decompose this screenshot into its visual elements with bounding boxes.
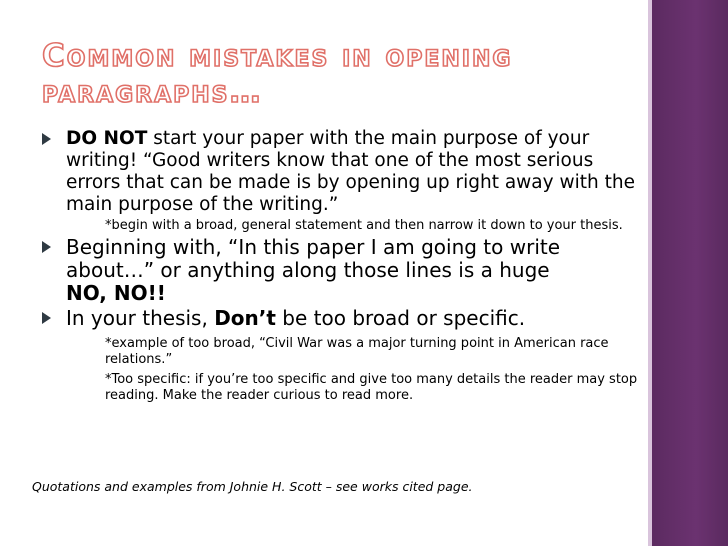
bullet-text: Beginning with, “In this paper I am going to write about…” or anything along those lines is a huge bbox=[66, 235, 561, 282]
bullet-emphasis: Don’t bbox=[214, 306, 276, 330]
bullet-item bbox=[42, 236, 642, 305]
bullet-item bbox=[42, 128, 642, 216]
bullet-item bbox=[42, 307, 642, 330]
bullet-emphasis: DO NOT bbox=[66, 128, 148, 149]
bullet-arrow-icon bbox=[42, 312, 51, 324]
citation-footer: Quotations and examples from Johnie H. Scott – see works cited page. bbox=[32, 479, 473, 494]
bullet-text: be too broad or specific. bbox=[275, 306, 526, 330]
title-line-1: Common mistakes in opening bbox=[42, 38, 513, 74]
slide-title bbox=[42, 38, 642, 110]
sub-note: *example of too broad, “Civil War was a major turning point in American race relations.” bbox=[105, 336, 609, 367]
bullet-text: start your paper with the main purpose of your writing! “Good writers know that one of the most serious errors that can be made is by opening up right away with the main purpose of the writing.” bbox=[66, 128, 635, 215]
slide-body bbox=[42, 128, 642, 404]
bullet-arrow-icon bbox=[42, 241, 51, 253]
bullet-emphasis: NO, NO!! bbox=[66, 281, 166, 305]
bullet-text: In your thesis, bbox=[66, 306, 215, 330]
sub-note: *begin with a broad, general statement and then narrow it down to your thesis. bbox=[105, 218, 623, 233]
title-line-2: paragraphs… bbox=[42, 74, 263, 110]
bullet-arrow-icon bbox=[42, 133, 51, 145]
sub-note: *Too specific: if you’re too specific and give too many details the reader may stop reading. Make the reader curious to read more. bbox=[105, 372, 638, 403]
side-stripe bbox=[648, 0, 728, 546]
